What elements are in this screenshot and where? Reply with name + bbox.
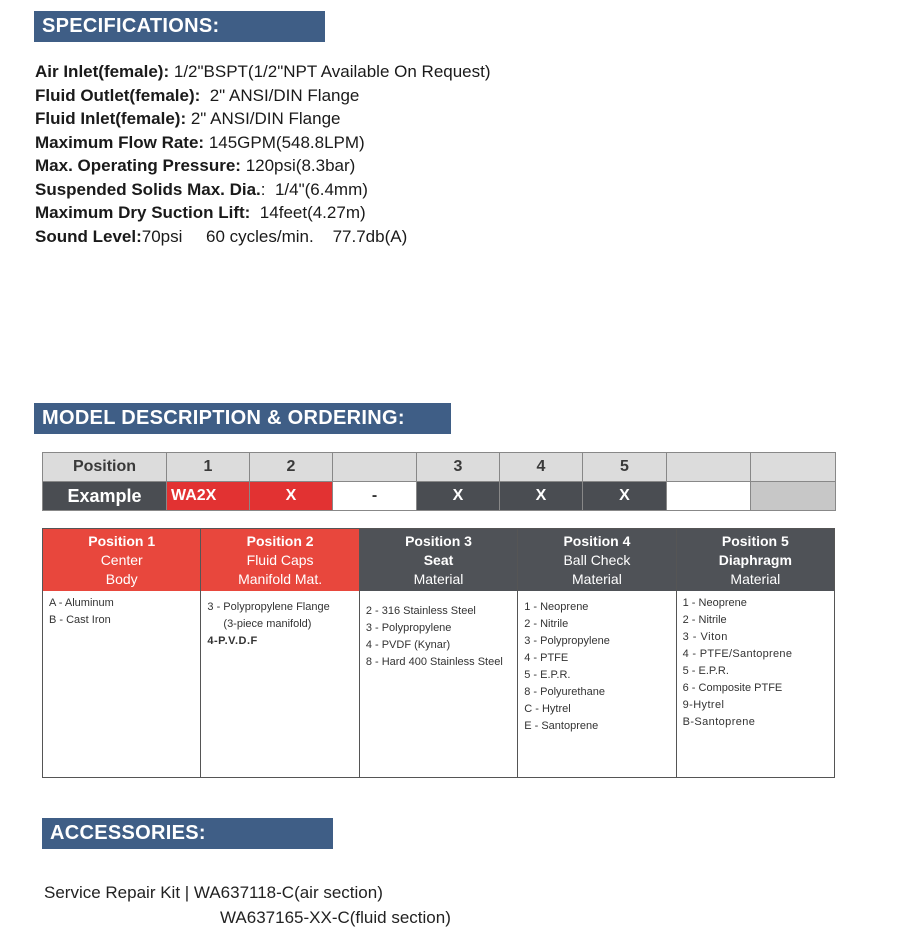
spec-max-pressure: Max. Operating Pressure: 120psi(8.3bar) <box>35 156 356 175</box>
example-row <box>43 482 836 511</box>
example-position-5: X <box>583 482 667 511</box>
position-3-column <box>360 529 518 777</box>
list-item: 3 - Polypropylene <box>365 622 452 634</box>
position-4-column <box>518 529 676 777</box>
position-3-cell: 3 <box>417 453 500 482</box>
example-label: Example <box>43 482 167 511</box>
position-4-title: Position 4 <box>563 532 631 549</box>
spec-fluid-inlet: Fluid Inlet(female): 2" ANSI/DIN Flange <box>35 109 341 128</box>
position-options-table <box>42 528 835 778</box>
model-description-header: MODEL DESCRIPTION & ORDERING: <box>34 403 451 434</box>
accessory-line-1: Service Repair Kit | WA637118-C(air section) <box>44 883 383 902</box>
position-1-subtitle-2: Body <box>105 570 138 587</box>
spec-suspended-solids: Suspended Solids Max. Dia.: 1/4"(6.4mm) <box>35 179 368 199</box>
list-item: 3 - Polypropylene Flange <box>207 601 330 613</box>
position-1-header <box>43 529 200 591</box>
list-item: 3 - Polypropylene <box>524 635 610 647</box>
position-4-cell: 4 <box>500 453 583 482</box>
position-4-subtitle-2: Material <box>572 570 622 587</box>
list-item: B - Cast Iron <box>49 614 111 626</box>
position-4-header <box>518 529 675 591</box>
position-2-title: Position 2 <box>246 532 314 549</box>
list-item: 5 - E.P.R. <box>524 669 571 681</box>
position-table <box>42 452 836 511</box>
position-3-subtitle: Seat <box>423 551 454 568</box>
position-2-cell: 2 <box>250 453 333 482</box>
position-2-subtitle: Fluid Caps <box>246 551 314 568</box>
example-blank <box>667 482 751 511</box>
accessories-list <box>44 880 451 930</box>
list-item: E - Santoprene <box>524 720 599 732</box>
example-blank-gray <box>751 482 836 511</box>
position-2-options <box>201 591 358 654</box>
list-item: 3 - Viton <box>682 631 728 643</box>
position-3-title: Position 3 <box>405 532 472 549</box>
position-1-options <box>43 591 200 633</box>
list-item: 1 - Neoprene <box>524 601 589 613</box>
accessory-line-2: WA637165-XX-C(fluid section) <box>220 908 451 927</box>
list-item: 2 - Nitrile <box>682 614 727 626</box>
specifications-list <box>35 60 505 248</box>
spec-max-flow-rate: Maximum Flow Rate: 145GPM(548.8LPM) <box>35 132 365 152</box>
position-blank-cell <box>751 453 836 482</box>
position-1-column <box>43 529 201 777</box>
list-item: C - Hytrel <box>524 703 571 715</box>
list-item: 6 - Composite PTFE <box>682 682 783 694</box>
example-position-3: X <box>417 482 500 511</box>
example-model-prefix: WA2X <box>167 482 250 511</box>
position-5-title: Position 5 <box>721 532 789 549</box>
position-5-column <box>677 529 834 777</box>
list-item: 8 - Hard 400 Stainless Steel <box>365 656 503 668</box>
position-5-subtitle: Diaphragm <box>718 551 792 568</box>
list-item: 4 - PTFE <box>524 652 569 664</box>
list-item: 4 - PVDF (Kynar) <box>365 639 451 651</box>
position-blank-cell <box>333 453 417 482</box>
list-item: 4 - PTFE/Santoprene <box>682 648 793 660</box>
list-item: 1 - Neoprene <box>682 597 747 609</box>
position-4-options <box>518 591 675 739</box>
position-3-header <box>360 529 517 591</box>
position-3-subtitle-2: Material <box>413 570 464 587</box>
spec-fluid-outlet: Fluid Outlet(female): 2" ANSI/DIN Flange <box>35 85 360 105</box>
position-4-subtitle: Ball Check <box>563 551 631 568</box>
list-item: 2 - 316 Stainless Steel <box>365 605 476 617</box>
list-item: 9-Hytrel <box>682 699 725 711</box>
position-1-subtitle: Center <box>100 551 143 568</box>
example-position-4: X <box>500 482 583 511</box>
position-5-subtitle-2: Material <box>730 570 781 587</box>
list-item: (3-piece manifold) <box>223 618 312 630</box>
position-5-options <box>677 591 834 735</box>
position-5-cell: 5 <box>583 453 667 482</box>
position-2-header <box>201 529 358 591</box>
position-label: Position <box>43 453 167 482</box>
position-blank-cell <box>667 453 751 482</box>
specifications-header: SPECIFICATIONS: <box>34 11 325 42</box>
list-item: A - Aluminum <box>49 597 114 609</box>
list-item: B-Santoprene <box>682 716 756 728</box>
list-item: 8 - Polyurethane <box>524 686 605 698</box>
list-item: 2 - Nitrile <box>524 618 569 630</box>
position-3-options <box>360 591 517 675</box>
list-item: 4-P.V.D.F <box>207 635 258 647</box>
example-position-2: X <box>250 482 333 511</box>
position-row <box>43 453 836 482</box>
accessories-header: ACCESSORIES: <box>42 818 333 849</box>
spec-sound-level: Sound Level:70psi 60 cycles/min. 77.7db(A) <box>35 226 408 246</box>
spec-dry-suction-lift: Maximum Dry Suction Lift: 14feet(4.27m) <box>35 203 366 222</box>
position-2-column <box>201 529 359 777</box>
position-1-cell: 1 <box>167 453 250 482</box>
example-dash: - <box>333 482 417 511</box>
position-2-subtitle-2: Manifold Mat. <box>238 570 323 587</box>
position-1-title: Position 1 <box>88 532 156 549</box>
list-item: 5 - E.P.R. <box>682 665 729 677</box>
position-5-header <box>677 529 834 591</box>
spec-air-inlet: Air Inlet(female): 1/2"BSPT(1/2"NPT Available On Request) <box>35 62 491 81</box>
